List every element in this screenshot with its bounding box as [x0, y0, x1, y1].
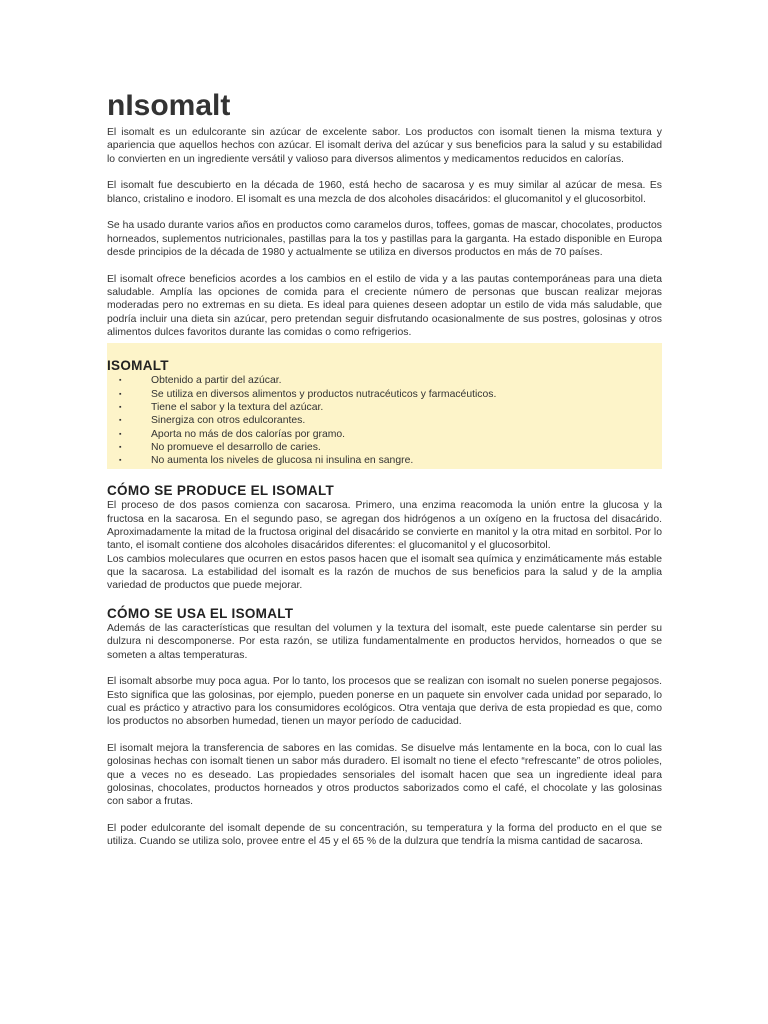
- list-item-text: Se utiliza en diversos alimentos y productos nutracéuticos y farmacéuticos.: [151, 388, 497, 400]
- list-item-text: Aporta no más de dos calorías por gramo.: [151, 428, 346, 440]
- list-item: [119, 428, 662, 441]
- intro-paragraph: El isomalt es un edulcorante sin azúcar de excelente sabor. Los productos con isomalt tienen la misma textura y apariencia que aquellos hechos con azúcar. El isomalt deriva del azúcar y sus beneficios para la salud y su estabilidad lo convierten en un ingrediente versátil y valioso para diversos alimentos y medicamentos reducidos en calorías.: [107, 127, 662, 165]
- square-bullet-icon: ▪: [119, 443, 122, 451]
- intro-paragraph: El isomalt ofrece beneficios acordes a los cambios en el estilo de vida y a las pautas contemporáneas para una dieta saludable. Amplía las opciones de comida para el creciente número de personas que buscan realizar mejoras moderadas pero no extremas en su dieta. Es ideal para quienes deseen adoptar un estilo de vida más saludable, que podría incluir una dieta sin azúcar, pero pretendan seguir disfrutando ocasionalmente de sus postres, golosinas y otros alimentos dulces favoritos durante las comidas o como refrigerios.: [107, 273, 662, 339]
- square-bullet-icon: ▪: [119, 457, 122, 465]
- section-paragraph: El isomalt mejora la transferencia de sabores en las comidas. Se disuelve más lentamente en la boca, con lo cual las golosinas hechas con isomalt tienen un sabor más duradero. El isomalt no tiene el efecto “refrescante” de otros polioles, que a veces no es deseado. Las propiedades sensoriales del isomalt hacen que sea un ingrediente ideal para golosinas, chocolates, productos horneados y otros productos saborizados como el café, el chocolate y las golosinas con sabor a frutas.: [107, 743, 662, 808]
- section-production: [107, 483, 662, 592]
- section-paragraph: El isomalt absorbe muy poca agua. Por lo tanto, los procesos que se realizan con isomalt no suelen ponerse pegajosos. Esto significa que las golosinas, por ejemplo, pueden ponerse en un paquete sin envolver cada unidad por separado, lo cual es práctico y atractivo para los consumidores ecológicos. Otra ventaja que deriva de esta propiedad es que, como los productos no absorben humedad, tienen un mayor período de caducidad.: [107, 676, 662, 728]
- square-bullet-icon: ▪: [119, 403, 122, 411]
- square-bullet-icon: ▪: [119, 417, 122, 425]
- highlight-heading: ISOMALT: [107, 358, 169, 374]
- list-item: [119, 388, 662, 401]
- list-item-text: Tiene el sabor y la textura del azúcar.: [151, 401, 324, 413]
- square-bullet-icon: ▪: [119, 390, 122, 398]
- square-bullet-icon: ▪: [119, 377, 122, 385]
- list-item-text: Sinergiza con otros edulcorantes.: [151, 415, 306, 427]
- list-item-text: No promueve el desarrollo de caries.: [151, 441, 321, 453]
- intro-paragraph: Se ha usado durante varios años en productos como caramelos duros, toffees, gomas de mascar, chocolates, productos horneados, suplementos nutricionales, pastillas para la tos y pastillas para la garganta. Ha estado disponible en Europa desde principios de la década de 1980 y actualmente se utiliza en diversos productos en más de 70 países.: [107, 220, 662, 259]
- section-paragraph: El proceso de dos pasos comienza con sacarosa. Primero, una enzima reacomoda la unión entre la glucosa y la fructosa en la sacarosa. En el segundo paso, se agregan dos hidrógenos a un oxígeno en la fructosa del disacárido. Aproximadamente la mitad de la fructosa original del disacárido se convierte en manitol y la otra mitad en sorbitol. Por lo tanto, el isomalt contiene dos alcoholes disacáridos diferentes: el glucomanitol y el glucosorbitol.: [107, 500, 662, 552]
- list-item-text: Obtenido a partir del azúcar.: [151, 375, 282, 387]
- document-page: [107, 88, 662, 862]
- list-item: [119, 374, 662, 387]
- intro: [107, 126, 662, 339]
- page-title: nIsomalt: [107, 89, 231, 122]
- section-heading: CÓMO SE PRODUCE EL ISOMALT: [107, 483, 335, 499]
- section-usage: [107, 606, 662, 849]
- square-bullet-icon: ▪: [119, 430, 122, 438]
- list-item: [119, 454, 662, 467]
- isomalt-highlight-box: [107, 343, 662, 469]
- section-paragraph: Los cambios moleculares que ocurren en estos pasos hacen que el isomalt sea química y enzimáticamente más estable que la sacarosa. La estabilidad del isomalt es la razón de muchos de sus beneficios para la salud y de la amplia variedad de productos que puede mejorar.: [107, 553, 662, 592]
- list-item: [119, 441, 662, 454]
- list-item-text: No aumenta los niveles de glucosa ni insulina en sangre.: [151, 455, 414, 467]
- highlight-bullet-list: [107, 374, 662, 467]
- list-item: [119, 414, 662, 427]
- section-heading: CÓMO SE USA EL ISOMALT: [107, 606, 294, 622]
- intro-paragraph: El isomalt fue descubierto en la década de 1960, está hecho de sacarosa y es muy similar al azúcar de mesa. Es blanco, cristalino e inodoro. El isomalt es una mezcla de dos alcoholes disacáridos: el glucomanitol y el glucosorbitol.: [107, 180, 662, 205]
- section-paragraph: El poder edulcorante del isomalt depende de su concentración, su temperatura y la forma del producto en el que se utiliza. Cuando se utiliza solo, provee entre el 45 y el 65 % de la dulzura que tendría la misma cantidad de sacarosa.: [107, 823, 662, 848]
- section-paragraph: Además de las características que resultan del volumen y la textura del isomalt, este puede calentarse sin perder su dulzura ni descomponerse. Por esta razón, se utiliza fundamentalmente en productos hervidos, horneados o que se someten a altas temperaturas.: [107, 623, 662, 661]
- list-item: [119, 401, 662, 414]
